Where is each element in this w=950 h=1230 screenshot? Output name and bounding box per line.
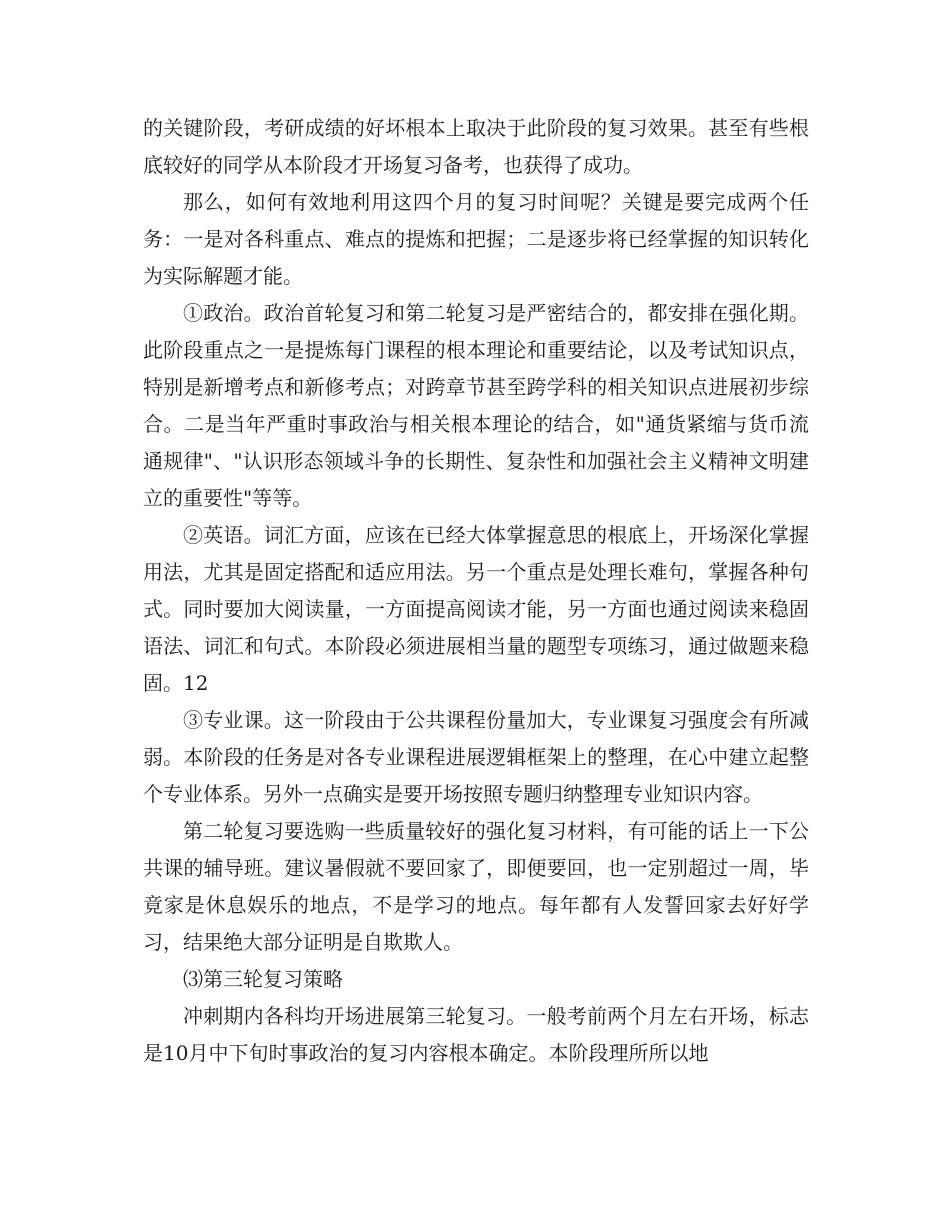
section-heading-third-round: ⑶第三轮复习策略 — [183, 967, 343, 991]
paragraph-second-round: 第二轮复习要选购一些质量较好的强化复习材料，有可能的话上一下公共课的辅导班。建议暑假就不要回家了，即便要回，也一定别超过一周，毕竟家是休息娱乐的地点，不是学习的地点。每年都有人发誓回家去好好学习，结果绝大部分证明是自欺欺人。 — [143, 819, 809, 954]
paragraph-2: 那么，如何有效地利用这四个月的复习时间呢？关键是要完成两个任务：一是对各科重点、难点的提炼和把握；二是逐步将已经掌握的知识转化为实际解题才能。 — [143, 190, 809, 288]
paragraph-politics: ①政治。政治首轮复习和第二轮复习是严密结合的，都安排在强化期。此阶段重点之一是提炼每门课程的根本理论和重要结论，以及考试知识点，特别是新增考点和新修考点；对跨章节甚至跨学科的相关知识点进展初步综合。二是当年严重时事政治与相关根本理论的结合，如"通货紧缩与货币流通规律"、"认识形态领域斗争的长期性、复杂性和加强社会主义精神文明建立的重要性"等等。 — [143, 301, 809, 510]
document-body — [143, 110, 809, 1072]
paragraph-major-course: ③专业课。这一阶段由于公共课程份量加大，专业课复习强度会有所减弱。本阶段的任务是对各专业课程进展逻辑框架上的整理，在心中建立起整个专业体系。另外一点确实是要开场按照专题归纳整理专业知识内容。 — [143, 708, 809, 806]
paragraph-1: 的关键阶段，考研成绩的好坏根本上取决于此阶段的复习效果。甚至有些根底较好的同学从本阶段才开场复习备考，也获得了成功。 — [143, 116, 809, 177]
paragraph-sprint-period: 冲刺期内各科均开场进展第三轮复习。一般考前两个月左右开场，标志是10月中下旬时事政治的复习内容根本确定。本阶段理所所以地 — [143, 1004, 809, 1065]
paragraph-english: ②英语。词汇方面，应该在已经大体掌握意思的根底上，开场深化掌握用法，尤其是固定搭配和适应用法。另一个重点是处理长难句，掌握各种句式。同时要加大阅读量，一方面提高阅读才能，另一方面也通过阅读来稳固语法、词汇和句式。本阶段必须进展相当量的题型专项练习，通过做题来稳固。12 — [143, 523, 809, 695]
